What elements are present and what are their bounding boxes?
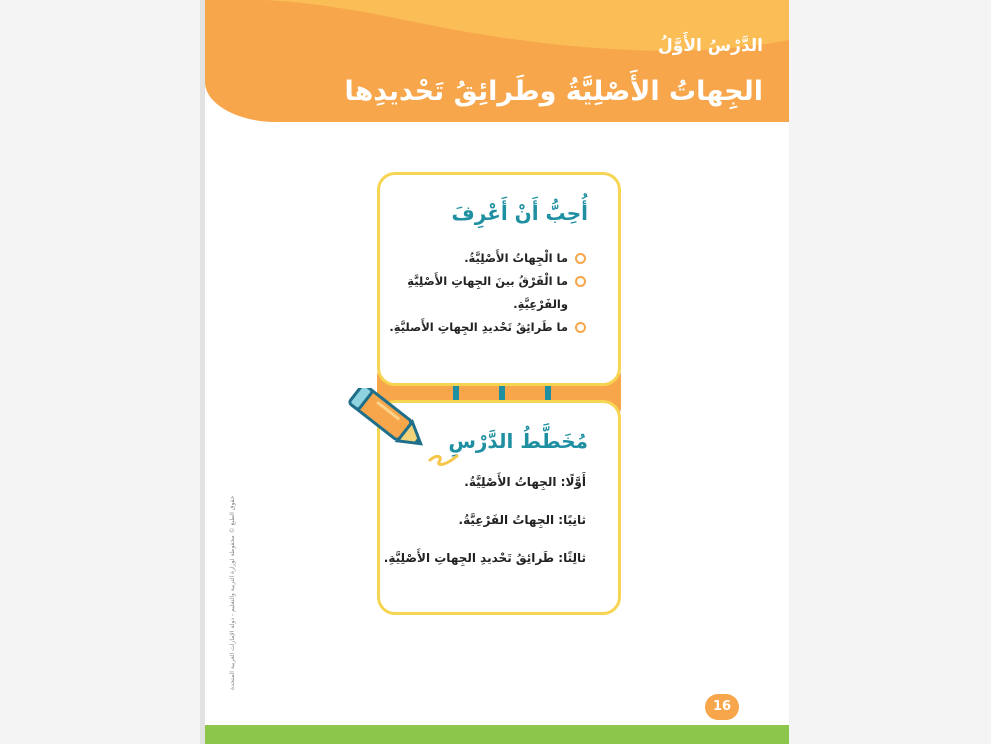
bullet-circle-icon — [575, 253, 586, 264]
objectives-list — [386, 247, 586, 339]
list-item — [386, 247, 586, 270]
lesson-number: الدَّرْسُ الأَوَّلُ — [658, 36, 763, 56]
lesson-header — [205, 0, 789, 122]
objective-text: ما الْجِهاتُ الأَصْلِيَّةُ. — [464, 251, 568, 265]
list-item — [386, 270, 586, 316]
copyright-note: حقوق الطبع © محفوظة لوزارة التربية والتعليم - دولة الإمارات العربية المتحدة — [229, 495, 236, 690]
outline-heading: مُخَطَّطُ الدَّرْسِ — [448, 429, 588, 453]
page-number: 16 — [705, 694, 739, 720]
objective-text: ما الْفَرْقُ بينَ الجِهاتِ الأَصْلِيَّةِ والفَرْعِيَّةِ. — [407, 274, 568, 311]
objectives-heading: أُحِبُّ أَنْ أَعْرِفَ — [451, 201, 588, 225]
learning-objectives-box — [377, 172, 621, 386]
textbook-page — [205, 0, 789, 744]
list-item — [386, 316, 586, 339]
objective-text: ما طَرائِقُ تَحْديدِ الجِهاتِ الأَصليَّةِ. — [389, 320, 568, 334]
outline-item: ثالِثًا: طَرائِقُ تَحْديدِ الجِهاتِ الأَصْلِيَّةِ. — [383, 551, 586, 565]
pencil-icon — [345, 388, 465, 478]
footer-band — [205, 725, 789, 744]
lesson-title: الجِهاتُ الأَصْلِيَّةُ وطَرائِقُ تَحْديدِها — [344, 76, 763, 107]
bullet-circle-icon — [575, 276, 586, 287]
bullet-circle-icon — [575, 322, 586, 333]
outline-item: ثانِيًا: الجِهاتُ الفَرْعِيَّةُ. — [458, 513, 586, 527]
outline-item: أَوَّلًا: الجِهاتُ الأَصْلِيَّةُ. — [464, 475, 586, 489]
